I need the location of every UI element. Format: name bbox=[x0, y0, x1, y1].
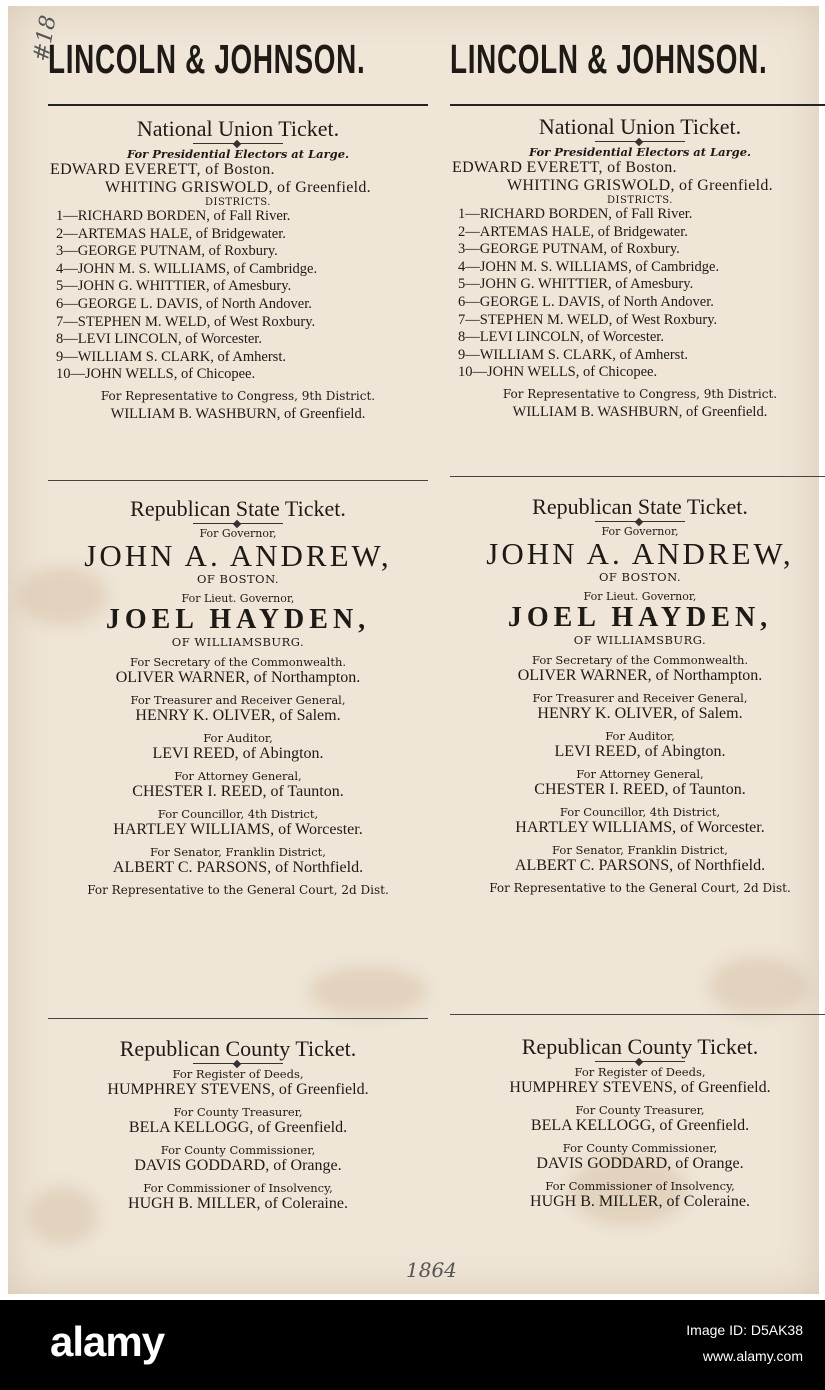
office-name: HARTLEY WILLIAMS, of Worcester. bbox=[113, 821, 363, 838]
image-id-label: Image ID: D5AK38 bbox=[686, 1322, 803, 1338]
office-label: For Secretary of the Commonwealth. bbox=[129, 655, 347, 669]
candidates-header: LINCOLN & JOHNSON. bbox=[48, 36, 366, 82]
office-name: OLIVER WARNER, of Northampton. bbox=[517, 667, 763, 684]
governor-label: For Governor, bbox=[199, 527, 277, 540]
office-name: BELA KELLOGG, of Greenfield. bbox=[128, 1119, 348, 1136]
lt-governor-label: For Lieut. Governor, bbox=[181, 592, 295, 605]
office-label: For Councillor, 4th District, bbox=[157, 807, 319, 821]
district-item: 4—JOHN M. S. WILLIAMS, of Cambridge. bbox=[458, 258, 720, 275]
office-name: CHESTER I. REED, of Taunton. bbox=[132, 783, 344, 800]
office-name: ALBERT C. PARSONS, of Northfield. bbox=[514, 857, 766, 874]
district-item: 8—LEVI LINCOLN, of Worcester. bbox=[56, 331, 262, 348]
district-item: 10—JOHN WELLS, of Chicopee. bbox=[458, 364, 658, 381]
lt-governor-label: For Lieut. Governor, bbox=[583, 590, 697, 603]
alamy-logo: alamy bbox=[50, 1318, 165, 1365]
electors-heading: For Presidential Electors at Large. bbox=[528, 145, 752, 159]
district-item: 7—STEPHEN M. WELD, of West Roxbury. bbox=[458, 311, 718, 328]
office-name: HUMPHREY STEVENS, of Greenfield. bbox=[107, 1081, 369, 1098]
district-item: 1—RICHARD BORDEN, of Fall River. bbox=[56, 208, 291, 224]
office-name: HUGH B. MILLER, of Coleraine. bbox=[530, 1193, 750, 1210]
elector-name: EDWARD EVERETT, of Boston. bbox=[452, 159, 677, 176]
lt-governor-town: OF WILLIAMSBURG. bbox=[573, 633, 707, 647]
office-label: For County Commissioner, bbox=[562, 1141, 718, 1155]
office-label: For Attorney General, bbox=[576, 767, 704, 781]
office-label: For Treasurer and Receiver General, bbox=[130, 693, 346, 707]
office-label: For Secretary of the Commonwealth. bbox=[531, 653, 749, 667]
district-item: 8—LEVI LINCOLN, of Worcester. bbox=[458, 329, 664, 346]
governor-town: OF BOSTON. bbox=[196, 572, 280, 586]
district-item: 1—RICHARD BORDEN, of Fall River. bbox=[458, 206, 693, 222]
office-name: CHESTER I. REED, of Taunton. bbox=[534, 781, 746, 798]
district-item: 6—GEORGE L. DAVIS, of North Andover. bbox=[56, 295, 312, 312]
governor-name: JOHN A. ANDREW, bbox=[486, 536, 794, 571]
candidates-header: LINCOLN & JOHNSON. bbox=[450, 36, 768, 82]
electors-heading: For Presidential Electors at Large. bbox=[126, 147, 350, 161]
lt-governor-name: JOEL HAYDEN, bbox=[507, 602, 773, 633]
office-label: For County Treasurer, bbox=[575, 1103, 705, 1117]
elector-name: WHITING GRISWOLD, of Greenfield. bbox=[507, 177, 773, 194]
office-name: OLIVER WARNER, of Northampton. bbox=[115, 669, 361, 686]
office-name: HUGH B. MILLER, of Coleraine. bbox=[128, 1195, 348, 1212]
stock-footer-bar bbox=[0, 1300, 825, 1390]
office-label: For Attorney General, bbox=[174, 769, 302, 783]
office-label: For Commissioner of Insolvency, bbox=[143, 1181, 333, 1195]
national-ticket-title: National Union Ticket. bbox=[136, 116, 340, 141]
state-ticket-title: Republican State Ticket. bbox=[532, 494, 748, 519]
office-label: For County Treasurer, bbox=[173, 1105, 303, 1119]
office-name: BELA KELLOGG, of Greenfield. bbox=[530, 1117, 750, 1134]
office-name: HENRY K. OLIVER, of Salem. bbox=[537, 705, 743, 722]
congress-name: WILLIAM B. WASHBURN, of Greenfield. bbox=[512, 403, 768, 420]
county-ticket-title: Republican County Ticket. bbox=[119, 1036, 357, 1061]
office-label: For Auditor, bbox=[605, 729, 675, 743]
district-item: 9—WILLIAM S. CLARK, of Amherst. bbox=[458, 346, 688, 363]
office-label: For County Commissioner, bbox=[160, 1143, 316, 1157]
lt-governor-town: OF WILLIAMSBURG. bbox=[171, 635, 305, 649]
office-label: For Councillor, 4th District, bbox=[559, 805, 721, 819]
state-ticket-title: Republican State Ticket. bbox=[130, 496, 346, 521]
governor-label: For Governor, bbox=[601, 525, 679, 538]
office-name: HARTLEY WILLIAMS, of Worcester. bbox=[515, 819, 765, 836]
office-label: For Auditor, bbox=[203, 731, 273, 745]
congress-heading: For Representative to Congress, 9th District. bbox=[502, 386, 778, 401]
elector-name: WHITING GRISWOLD, of Greenfield. bbox=[105, 179, 371, 196]
districts-label: DISTRICTS. bbox=[205, 197, 271, 208]
district-item: 9—WILLIAM S. CLARK, of Amherst. bbox=[56, 348, 286, 365]
district-item: 2—ARTEMAS HALE, of Bridgewater. bbox=[56, 225, 286, 242]
office-name: LEVI REED, of Abington. bbox=[554, 743, 726, 760]
office-label: For Register of Deeds, bbox=[172, 1067, 304, 1081]
office-name: ALBERT C. PARSONS, of Northfield. bbox=[112, 859, 364, 876]
national-ticket-title: National Union Ticket. bbox=[538, 114, 742, 139]
rep-general-court-label: For Representative to the General Court, 2d Dist. bbox=[489, 881, 791, 895]
elector-name: EDWARD EVERETT, of Boston. bbox=[50, 161, 275, 178]
district-item: 5—JOHN G. WHITTIER, of Amesbury. bbox=[56, 278, 292, 295]
ballot-sheet bbox=[8, 6, 819, 1294]
congress-heading: For Representative to Congress, 9th District. bbox=[100, 388, 376, 403]
county-ticket-title: Republican County Ticket. bbox=[521, 1034, 759, 1059]
office-name: DAVIS GODDARD, of Orange. bbox=[536, 1155, 744, 1172]
site-url: www.alamy.com bbox=[702, 1348, 803, 1364]
office-label: For Register of Deeds, bbox=[574, 1065, 706, 1079]
district-item: 3—GEORGE PUTNAM, of Roxbury. bbox=[458, 241, 680, 258]
lt-governor-name: JOEL HAYDEN, bbox=[105, 604, 371, 635]
districts-label: DISTRICTS. bbox=[607, 195, 673, 206]
handwritten-year: 1864 bbox=[406, 1258, 457, 1282]
office-label: For Treasurer and Receiver General, bbox=[532, 691, 748, 705]
governor-name: JOHN A. ANDREW, bbox=[84, 538, 392, 573]
office-label: For Senator, Franklin District, bbox=[552, 843, 728, 857]
handwritten-mark: #18 bbox=[28, 13, 62, 64]
district-item: 6—GEORGE L. DAVIS, of North Andover. bbox=[458, 293, 714, 310]
office-label: For Commissioner of Insolvency, bbox=[545, 1179, 735, 1193]
congress-name: WILLIAM B. WASHBURN, of Greenfield. bbox=[110, 405, 366, 422]
governor-town: OF BOSTON. bbox=[598, 570, 682, 584]
office-name: HUMPHREY STEVENS, of Greenfield. bbox=[509, 1079, 771, 1096]
office-name: DAVIS GODDARD, of Orange. bbox=[134, 1157, 342, 1174]
district-item: 3—GEORGE PUTNAM, of Roxbury. bbox=[56, 243, 278, 260]
district-item: 4—JOHN M. S. WILLIAMS, of Cambridge. bbox=[56, 260, 318, 277]
rep-general-court-label: For Representative to the General Court, 2d Dist. bbox=[87, 883, 389, 897]
district-item: 5—JOHN G. WHITTIER, of Amesbury. bbox=[458, 276, 694, 293]
office-name: LEVI REED, of Abington. bbox=[152, 745, 324, 762]
district-item: 10—JOHN WELLS, of Chicopee. bbox=[56, 366, 256, 383]
office-label: For Senator, Franklin District, bbox=[150, 845, 326, 859]
district-item: 7—STEPHEN M. WELD, of West Roxbury. bbox=[56, 313, 316, 330]
district-item: 2—ARTEMAS HALE, of Bridgewater. bbox=[458, 223, 688, 240]
office-name: HENRY K. OLIVER, of Salem. bbox=[135, 707, 341, 724]
